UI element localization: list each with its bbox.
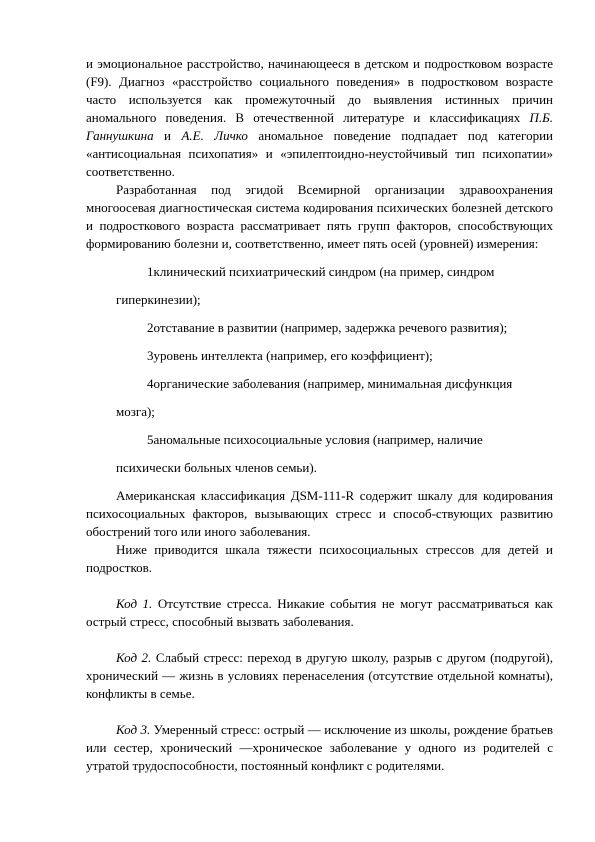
code-text: Отсутствие стресса. Никакие события не могут рассматриваться как острый стресс, способный вызвать заболевания. <box>86 596 553 629</box>
paragraph-text: и эмоциональное расстройство, начинающееся в детском и подростковом возрасте (F9). Диагноз «расстройство социального поведения» в подростковом возрасте часто используется как промежуточный до выявления истинных причин аномального поведения. В отечественной литературе и классификациях <box>86 56 553 125</box>
axis-item-2 <box>86 319 553 337</box>
paragraph-text: и <box>153 128 182 143</box>
paragraph-text: аномальное поведение подпадает под категории «антисоциальная психопатия» и «эпилептоидно-неустойчивый тип психопатии» соответственно. <box>86 128 553 179</box>
paragraph-scale-intro: Ниже приводится шкала тяжести психосоциальных стрессов для детей и подростков. <box>86 542 553 575</box>
code-1-paragraph <box>86 595 553 631</box>
code-text: Умеренный стресс: острый — исключение из школы, рождение братьев или сестер, хронический —хроническое заболевание у одного из родителей с утратой трудоспособности, постоянный конфликт с родителями. <box>86 722 553 773</box>
author-name: П.Б. Ганнушкина <box>86 110 553 143</box>
axis-item-4 <box>86 375 553 421</box>
axis-item-text: 2отставание в развитии (например, задержка речевого развития); <box>147 320 508 335</box>
code-label: Код 3. <box>116 722 151 737</box>
author-name: А.Е. Личко <box>181 128 248 143</box>
paragraph-disorders <box>86 55 553 181</box>
axis-item-3 <box>86 347 553 365</box>
code-label: Код 2. <box>116 650 152 665</box>
code-text: Слабый стресс: переход в другую школу, разрыв с другом (подругой), хронический — жизнь в условиях перенаселения (отсутствие отдельной комнаты), конфликты в семье. <box>86 650 554 701</box>
code-3-paragraph <box>86 721 553 775</box>
axis-item-5 <box>86 431 553 477</box>
axis-item-text: мозга); <box>116 404 155 419</box>
axis-item-text: 3уровень интеллекта (например, его коэффициент); <box>147 348 433 363</box>
code-2-paragraph <box>86 649 553 703</box>
axis-item-text: 4органические заболевания (например, минимальная дисфункция <box>147 376 513 391</box>
axis-item-text: гиперкинезии); <box>116 292 201 307</box>
axis-item-text: 5аномальные психосоциальные условия (например, наличие <box>147 432 483 447</box>
axis-item-text: психически больных членов семьи). <box>116 460 317 475</box>
axis-item-1 <box>86 263 553 309</box>
document-page <box>86 55 553 775</box>
code-label: Код 1. <box>116 596 153 611</box>
axis-item-text: 1клинический психиатрический синдром (на пример, синдром <box>147 264 495 279</box>
paragraph-dsm: Американская классификация ДSM-111-R содержит шкалу для кодирования психосоциальных факторов, вызывающих стресс и способ-ствующих развитию обострений того или иного заболевания. <box>86 488 553 539</box>
paragraph-who-system: Разработанная под эгидой Всемирной организации здравоохранения многоосевая диагностическая система кодирования психических болезней детского и подросткового возраста рассматривает пять групп факторов, способствующих формированию болезни и, соответственно, имеет пять осей (уровней) измерения: <box>86 182 553 251</box>
